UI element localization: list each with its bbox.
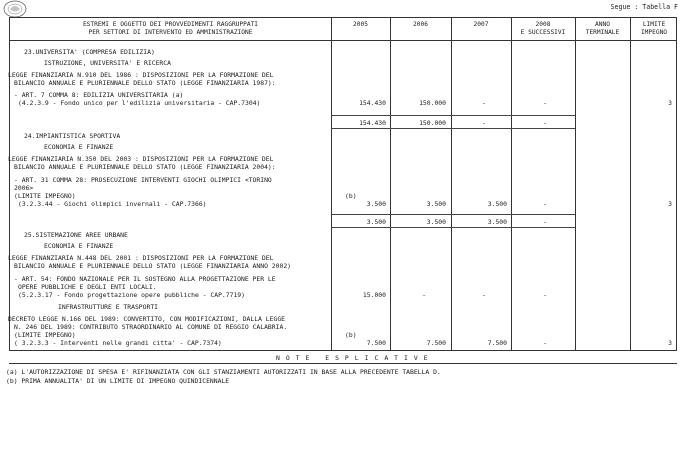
col-header-anno-terminale: ANNO TERMINALE — [585, 21, 620, 36]
cell-limite: 3 — [668, 339, 672, 347]
law-reference: LEGGE FINANZIARIA N.350 DEL 2003 : DISPOSIZIONI PER LA FORMAZIONE DEL — [8, 155, 274, 163]
cell-2005: 154.430 — [359, 99, 386, 107]
admin-name: INFRASTRUTTURE E TRASPORTI — [58, 303, 159, 311]
note-b: (b) PRIMA ANNUALITA' DI UN LIMITE DI IMPEGNO QUINDICENNALE — [6, 377, 230, 385]
admin-name: ECONOMIA E FINANZE — [44, 143, 114, 151]
article-line: - ART. 31 COMMA 28: PROSECUZIONE INTERVENTI GIOCHI OLIMPICI <TORINO — [14, 176, 272, 184]
total-2006: 3.500 — [426, 218, 446, 226]
cell-2005: 15.000 — [362, 291, 386, 299]
law-reference: DECRETO LEGGE N.166 DEL 1989: CONVERTITO, CON MODIFICAZIONI, DALLA LEGGE — [8, 315, 286, 323]
section-title: 24.IMPIANTISTICA SPORTIVA — [24, 132, 121, 140]
law-reference-cont: N. 246 DEL 1989: CONTRIBUTO STRAORDINARIO AL COMUNE DI REGGIO CALABRIA. — [14, 323, 288, 331]
col-header-2005: 2005 — [353, 21, 368, 28]
cell-2007: - — [482, 99, 486, 107]
note-a: (a) L'AUTORIZZAZIONE DI SPESA E' RIFINANZIATA CON GLI STANZIAMENTI AUTORIZZATI IN BASE ALLA PRECEDENTE TABELLA D. — [6, 368, 441, 376]
total-2008: - — [543, 119, 547, 127]
limite-impegno-note: (LIMITE IMPEGNO) — [14, 192, 76, 200]
col-header-2008: 2008 E SUCCESSIVI — [520, 21, 566, 36]
col-header-2007: 2007 — [473, 21, 489, 28]
section-title: 23.UNIVERSITA' (COMPRESA EDILIZIA) — [24, 48, 155, 56]
cell-limite: 3 — [668, 200, 672, 208]
admin-name: ECONOMIA E FINANZE — [44, 242, 114, 250]
cell-limite: 3 — [668, 99, 672, 107]
page-header: Segue : Tabella F — [610, 3, 678, 11]
law-reference: LEGGE FINANZIARIA N.448 DEL 2001 : DISPOSIZIONI PER LA FORMAZIONE DEL — [8, 254, 274, 262]
total-2008: - — [543, 218, 547, 226]
data-table — [9, 17, 677, 351]
col-header-limite-impegno: LIMITE IMPEGNO — [640, 21, 668, 36]
total-2007: 3.500 — [487, 218, 507, 226]
section-title: 25.SISTEMAZIONE AREE URBANE — [24, 231, 128, 239]
notes-title: NOTE ESPLICATIVE — [276, 354, 434, 362]
seal-stamp — [2, 0, 28, 18]
cell-2006: - — [422, 291, 426, 299]
law-reference-cont: BILANCIO ANNUALE E PLURIENNALE DELLO STATO (LEGGE FINANZIARIA 2004): — [14, 163, 276, 171]
row-note-b: (b) — [345, 192, 357, 200]
item-line: (5.2.3.17 - Fondo progettazione opere pubbliche - CAP.7719) — [18, 291, 246, 299]
article-line-cont: 2006> — [14, 184, 34, 192]
limite-impegno-note: (LIMITE IMPEGNO) — [14, 331, 76, 339]
total-2006: 150.000 — [419, 119, 446, 127]
total-2005: 154.430 — [359, 119, 386, 127]
row-note-b: (b) — [345, 331, 357, 339]
article-line: - ART. 7 COMMA 8: EDILIZIA UNIVERSITARIA (a) — [14, 91, 184, 99]
col-header-description: ESTREMI E OGGETTO DEI PROVVEDIMENTI RAGGRUPPATI PER SETTORI DI INTERVENTO ED AMMINISTRAZIONE — [82, 21, 259, 36]
item-line: (3.2.3.44 - Giochi olimpici invernali - CAP.7366) — [18, 200, 207, 208]
col-header-2006: 2006 — [413, 21, 428, 28]
cell-2008: - — [543, 99, 547, 107]
law-reference-cont: BILANCIO ANNUALE E PLURIENNALE DELLO STATO (LEGGE FINANZIARIA ANNO 2002) — [14, 262, 292, 270]
cell-2007: 3.500 — [487, 200, 507, 208]
cell-2007: - — [482, 291, 486, 299]
item-line: (4.2.3.9 - Fondo unico per l'edilizia universitaria - CAP.7304) — [18, 99, 261, 107]
cell-2006: 7.500 — [426, 339, 446, 347]
admin-name: ISTRUZIONE, UNIVERSITA' E RICERCA — [44, 59, 171, 67]
article-line-cont: OPERE PUBBLICHE E DEGLI ENTI LOCALI. — [18, 283, 157, 291]
article-line: - ART. 54: FONDO NAZIONALE PER IL SOSTEGNO ALLA PROGETTAZIONE PER LE — [14, 275, 276, 283]
law-reference-cont: BILANCIO ANNUALE E PLURIENNALE DELLO STATO (LEGGE FINANZIARIA 1987): — [14, 79, 276, 87]
item-line: ( 3.2.3.3 - Interventi nelle grandi citta' - CAP.7374) — [14, 339, 222, 347]
cell-2006: 150.000 — [419, 99, 446, 107]
cell-2005: 3.500 — [366, 200, 386, 208]
total-2007: - — [482, 119, 486, 127]
cell-2008: - — [543, 339, 547, 347]
cell-2006: 3.500 — [426, 200, 446, 208]
cell-2008: - — [543, 200, 547, 208]
cell-2005: 7.500 — [366, 339, 386, 347]
total-2005: 3.500 — [366, 218, 386, 226]
cell-2007: 7.500 — [487, 339, 507, 347]
law-reference: LEGGE FINANZIARIA N.910 DEL 1986 : DISPOSIZIONI PER LA FORMAZIONE DEL — [8, 71, 274, 79]
cell-2008: - — [543, 291, 547, 299]
